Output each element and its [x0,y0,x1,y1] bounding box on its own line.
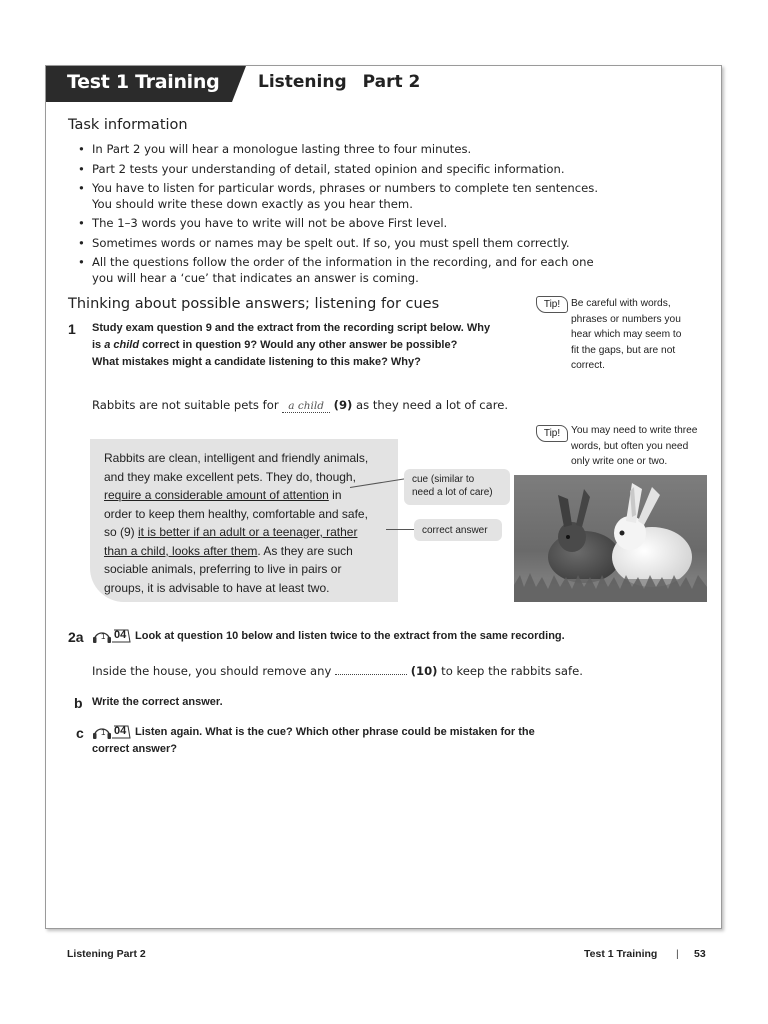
footer-left: Listening Part 2 [67,948,146,960]
question-1-text [92,320,532,371]
tip-line: words, but often you need [571,440,689,452]
track-number: 04 [114,725,127,737]
footer-divider: | [676,948,679,960]
question-1-emphasis: a child [104,339,140,351]
question-1-fragment: correct in question 9? Would any other answer be possible? [139,339,458,351]
tip-2-text [571,423,721,470]
question-2b-text: Write the correct answer. [92,696,223,708]
thinking-heading: Thinking about possible answers; listening for cues [68,296,440,312]
header-title: Test 1 Training [67,71,220,93]
question-9-number: (9) [333,398,353,412]
extract-line [104,486,394,505]
tip-line: Be careful with words, [571,298,671,309]
rabbits-image [514,475,707,602]
question-10-number: (10) [410,664,438,678]
sentence-9-post: as they need a lot of care. [352,398,509,412]
sentence-9-pre: Rabbits are not suitable pets for [92,398,283,412]
question-2b-number: b [74,695,83,711]
sentence-10-post: to keep the rabbits safe. [437,664,583,678]
sentence-10-pre: Inside the house, you should remove any [92,664,336,678]
script-extract-box [90,439,398,602]
question-1-line [92,337,532,354]
tip-1-text [571,296,711,374]
callout-line: cue (similar to [412,474,475,485]
cd-number: 1 [101,728,106,737]
list-item: • You have to listen for particular words, phrases or numbers to complete ten sentences. You should write these down exactly as you hear them. [76,181,616,212]
question-1-line: Study exam question 9 and the extract from the recording script below. Why [92,322,491,334]
tip-line: correct. [571,360,605,371]
tip-line: only write one or two. [571,456,668,467]
tip-line: You may need to write three [571,425,698,436]
extract-fragment: in [328,488,342,502]
extract-line: Rabbits are clean, intelligent and friendly animals, [104,451,369,465]
handwritten-answer: a child [288,400,324,412]
header-subtitle [258,72,420,92]
gap-sentence-10 [92,664,583,678]
footer-right: Test 1 Training [584,948,658,960]
underlined-answer: it is better if an adult or a teenager, rather [138,525,358,539]
tip-line: hear which may seem to [571,329,682,340]
list-item: • All the questions follow the order of the information in the recording, and for each one you will hear a ‘cue’ that indicates an answer is coming. [76,255,616,286]
tip-line: fit the gaps, but are not [571,344,676,356]
question-2c-line: correct answer? [92,743,177,755]
extract-line: groups, it is advisable to have at least two. [104,580,330,595]
header-part: Part 2 [362,72,421,92]
list-item: • Part 2 tests your understanding of detail, stated opinion and specific information. [76,162,616,178]
question-1-line: What mistakes might a candidate listening to this make? Why? [92,356,421,368]
tip-line: phrases or numbers you [571,313,681,325]
extract-line: sociable animals, preferring to live in pairs or [104,562,342,576]
extract-fragment: so (9) [104,525,139,539]
cd-number: 1 [101,632,106,641]
extract-line [104,523,394,542]
page-number: 53 [694,948,706,960]
callout-line: need a lot of care) [412,487,493,498]
list-item: • In Part 2 you will hear a monologue lasting three to four minutes. [76,142,616,158]
question-1-fragment: is [92,339,105,351]
list-item: • Sometimes words or names may be spelt out. If so, you must spell them correctly. [76,236,616,252]
tip-label: Tip! [536,425,568,442]
answer-connector-line [386,529,414,530]
task-info-list [76,142,616,290]
tip-label: Tip! [536,296,568,313]
underlined-answer: than a child, looks after them [104,543,258,558]
answer-gap-10[interactable] [335,664,407,675]
question-2c-number: c [76,725,84,741]
question-1-number: 1 [68,321,76,337]
track-number: 04 [114,629,127,641]
question-2c-text [135,724,675,741]
question-2a-text: Look at question 10 below and listen twice to the extract from the same recording. [135,630,565,642]
extract-line: and they make excellent pets. They do, though, [104,469,356,484]
gap-sentence-9 [92,398,508,413]
extract-fragment: . As they are such [257,543,353,558]
correct-answer-callout: correct answer [414,519,502,541]
rabbits-photo [514,475,707,602]
worksheet-page [45,65,722,929]
underlined-cue: require a considerable amount of attention [104,488,329,502]
cue-callout [404,469,510,505]
question-2a-number: 2a [68,629,84,645]
extract-line [104,542,394,561]
list-item: • The 1–3 words you have to write will not be above First level. [76,216,616,232]
extract-line: order to keep them healthy, comfortable and safe, [104,506,368,521]
answer-gap-9[interactable] [282,398,330,413]
question-2c-line: Listen again. What is the cue? Which other phrase could be mistaken for the [135,726,535,738]
script-extract-text [104,449,394,597]
task-info-heading: Task information [68,117,188,133]
header-section: Listening [258,72,347,92]
